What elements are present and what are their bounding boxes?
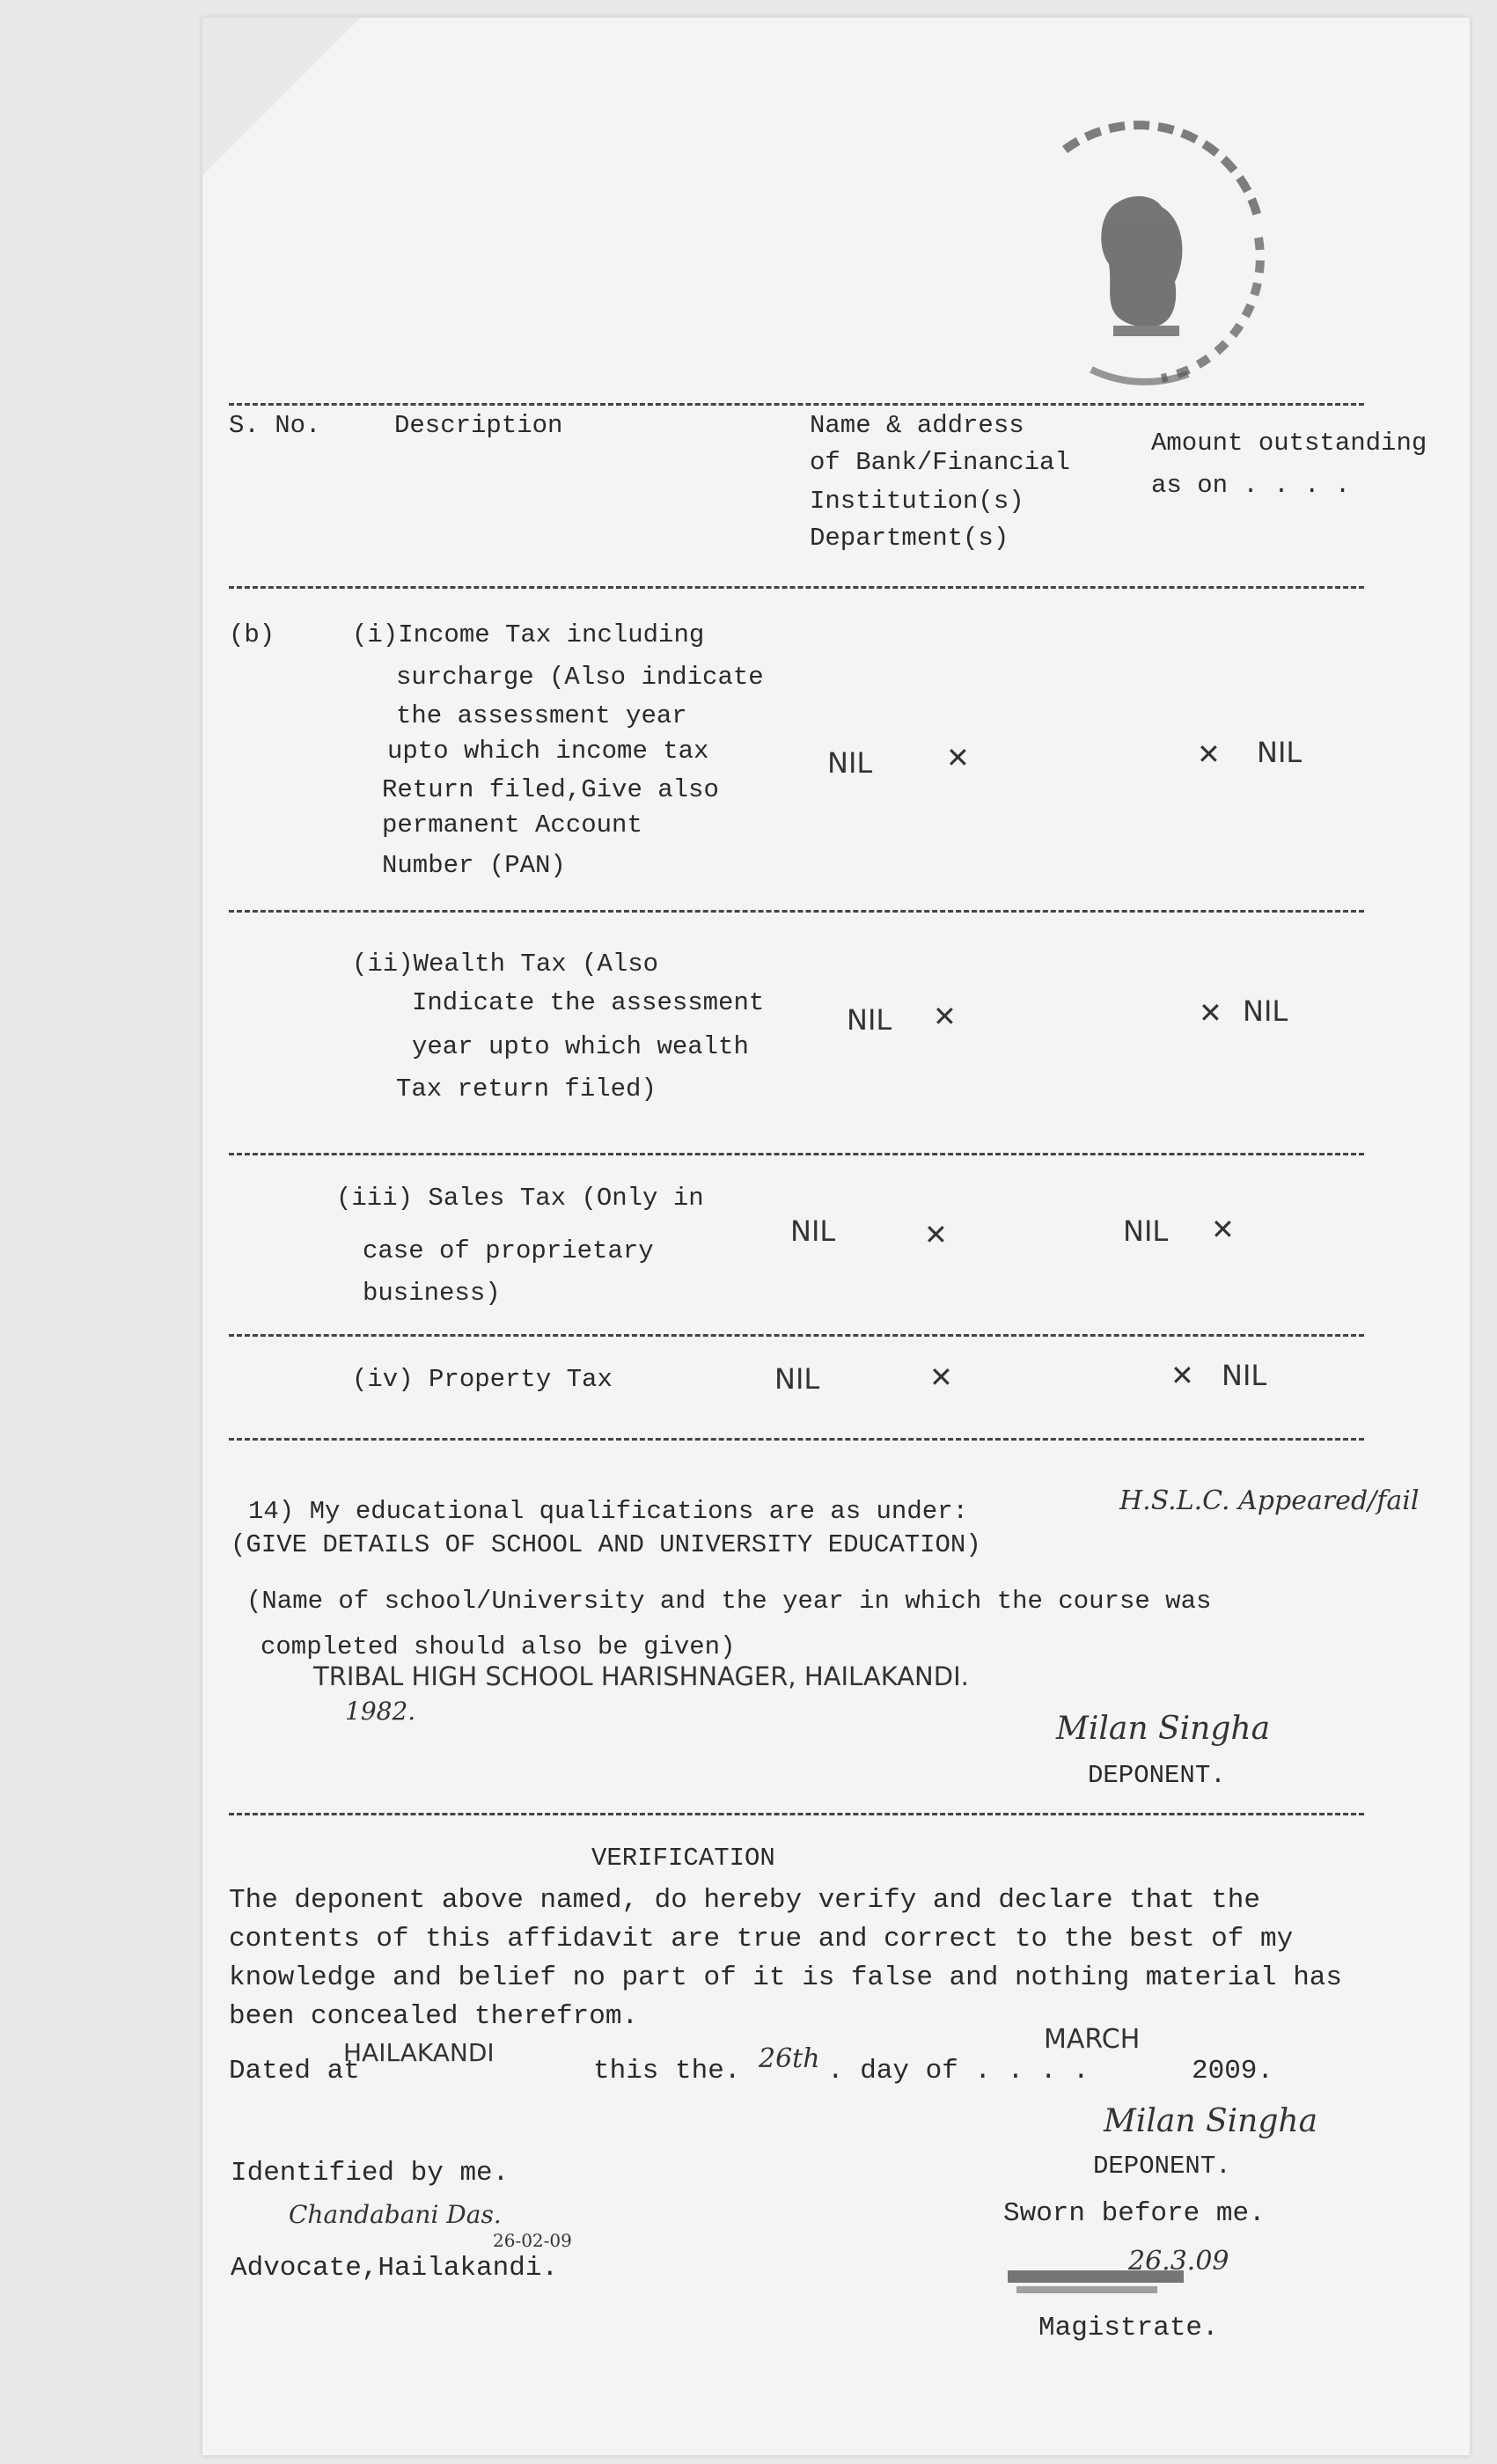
row-ii-bank-cross: ✕ xyxy=(933,1000,957,1033)
hw-place: HAILAKANDI xyxy=(343,2038,495,2067)
row-iii-desc-2: case of proprietary xyxy=(363,1236,654,1265)
row-iii-desc-1: (iii) Sales Tax (Only in xyxy=(336,1184,704,1213)
row-iii-amount-cross: ✕ xyxy=(1211,1213,1235,1246)
edu-line-3: (Name of school/University and the year in which the course was xyxy=(246,1587,1212,1616)
header-bottom-rule xyxy=(229,586,1364,589)
edu-hw-qualification: H.S.L.C. Appeared/fail xyxy=(1119,1485,1420,1516)
row-ii-bottom-rule xyxy=(229,1153,1364,1155)
header-bank-4: Department(s) xyxy=(810,524,1009,553)
deponent-2: DEPONENT. xyxy=(1093,2152,1231,2181)
hw-advocate-date: 26-02-09 xyxy=(493,2230,572,2251)
row-ii-bank-nil: NIL xyxy=(847,1003,892,1037)
row-ii-desc-4: Tax return filed) xyxy=(396,1074,657,1104)
header-amount-1: Amount outstanding xyxy=(1151,429,1427,458)
edu-hw-school: TRIBAL HIGH SCHOOL HARISHNAGER, HAILAKANDI. xyxy=(313,1661,969,1691)
hw-signature-2: Milan Singha xyxy=(1104,2103,1318,2139)
row-i-desc-7: Number (PAN) xyxy=(382,851,566,880)
hw-month: MARCH xyxy=(1044,2024,1141,2055)
row-iii-amount-nil: NIL xyxy=(1123,1214,1169,1248)
table-top-rule xyxy=(229,403,1364,406)
day-of-label: . day of . . . . xyxy=(827,2056,1090,2086)
header-bank-1: Name & address xyxy=(810,411,1024,440)
row-i-desc-4: upto which income tax xyxy=(387,737,709,766)
row-i-desc-3: the assessment year xyxy=(396,701,687,730)
header-amount-2: as on . . . . xyxy=(1151,471,1351,500)
magistrate-label: Magistrate. xyxy=(1038,2313,1219,2343)
hw-magistrate-date: 26.3.09 xyxy=(1128,2246,1229,2277)
row-i-bank-cross: ✕ xyxy=(946,741,970,774)
header-sno: S. No. xyxy=(229,411,321,440)
year-label: 2009. xyxy=(1192,2056,1274,2086)
edu-line-1: 14) My educational qualifications are as under: xyxy=(248,1497,968,1526)
header-bank-2: of Bank/Financial xyxy=(810,448,1070,477)
row-iv-bank-cross: ✕ xyxy=(929,1360,953,1394)
row-i-bank-nil: NIL xyxy=(827,746,873,780)
edu-bottom-rule xyxy=(229,1813,1364,1815)
dated-at-label: Dated at xyxy=(229,2056,360,2086)
row-iii-bank-nil: NIL xyxy=(790,1214,836,1248)
row-i-amount-nil: NIL xyxy=(1257,736,1303,769)
emblem-seal-stamp xyxy=(1012,114,1276,387)
row-i-desc-2: surcharge (Also indicate xyxy=(396,663,764,692)
row-i-desc-6: permanent Account xyxy=(382,810,642,840)
row-iii-bank-cross: ✕ xyxy=(924,1218,948,1251)
row-iii-bottom-rule xyxy=(229,1334,1364,1337)
row-iv-amount-nil: NIL xyxy=(1222,1359,1267,1392)
row-ii-desc-3: year upto which wealth xyxy=(412,1032,749,1061)
edu-line-2: (GIVE DETAILS OF SCHOOL AND UNIVERSITY EDUCATION) xyxy=(231,1530,981,1559)
edu-line-4: completed should also be given) xyxy=(261,1632,736,1661)
row-b-sno: (b) xyxy=(229,620,275,649)
identified-label: Identified by me. xyxy=(231,2158,510,2189)
hw-day: 26th xyxy=(759,2043,820,2074)
row-iv-bank-nil: NIL xyxy=(774,1362,820,1396)
this-the-label: this the. xyxy=(593,2056,741,2086)
row-i-desc-1: (i)Income Tax including xyxy=(352,620,705,649)
row-iv-amount-cross: ✕ xyxy=(1170,1359,1194,1392)
hw-advocate-signature: Chandabani Das. xyxy=(289,2200,502,2229)
folded-corner xyxy=(202,18,361,176)
advocate-label: Advocate,Hailakandi. xyxy=(231,2253,559,2284)
row-iv-desc-1: (iv) Property Tax xyxy=(352,1365,613,1394)
header-description: Description xyxy=(394,411,563,440)
verification-title: VERIFICATION xyxy=(591,1844,775,1873)
row-ii-amount-cross: ✕ xyxy=(1199,996,1222,1030)
row-i-amount-cross: ✕ xyxy=(1197,737,1221,771)
edu-hw-year: 1982. xyxy=(345,1697,416,1726)
row-i-desc-5: Return filed,Give also xyxy=(382,775,719,804)
row-ii-amount-nil: NIL xyxy=(1243,994,1288,1028)
row-iv-bottom-rule xyxy=(229,1438,1364,1441)
sworn-label: Sworn before me. xyxy=(1003,2198,1266,2229)
row-ii-desc-2: Indicate the assessment xyxy=(412,988,765,1017)
header-bank-3: Institution(s) xyxy=(810,487,1024,516)
row-iii-desc-3: business) xyxy=(363,1279,501,1308)
row-i-bottom-rule xyxy=(229,910,1364,913)
edu-deponent: DEPONENT. xyxy=(1088,1761,1226,1790)
edu-hw-signature: Milan Singha xyxy=(1056,1711,1271,1747)
row-ii-desc-1: (ii)Wealth Tax (Also xyxy=(352,950,659,979)
verification-body: The deponent above named, do hereby verify and declare that the contents of this affidavit are true and correct to the best of my knowledge and belief no part of it is false and nothing material has been concealed therefrom. xyxy=(229,1885,1343,2032)
